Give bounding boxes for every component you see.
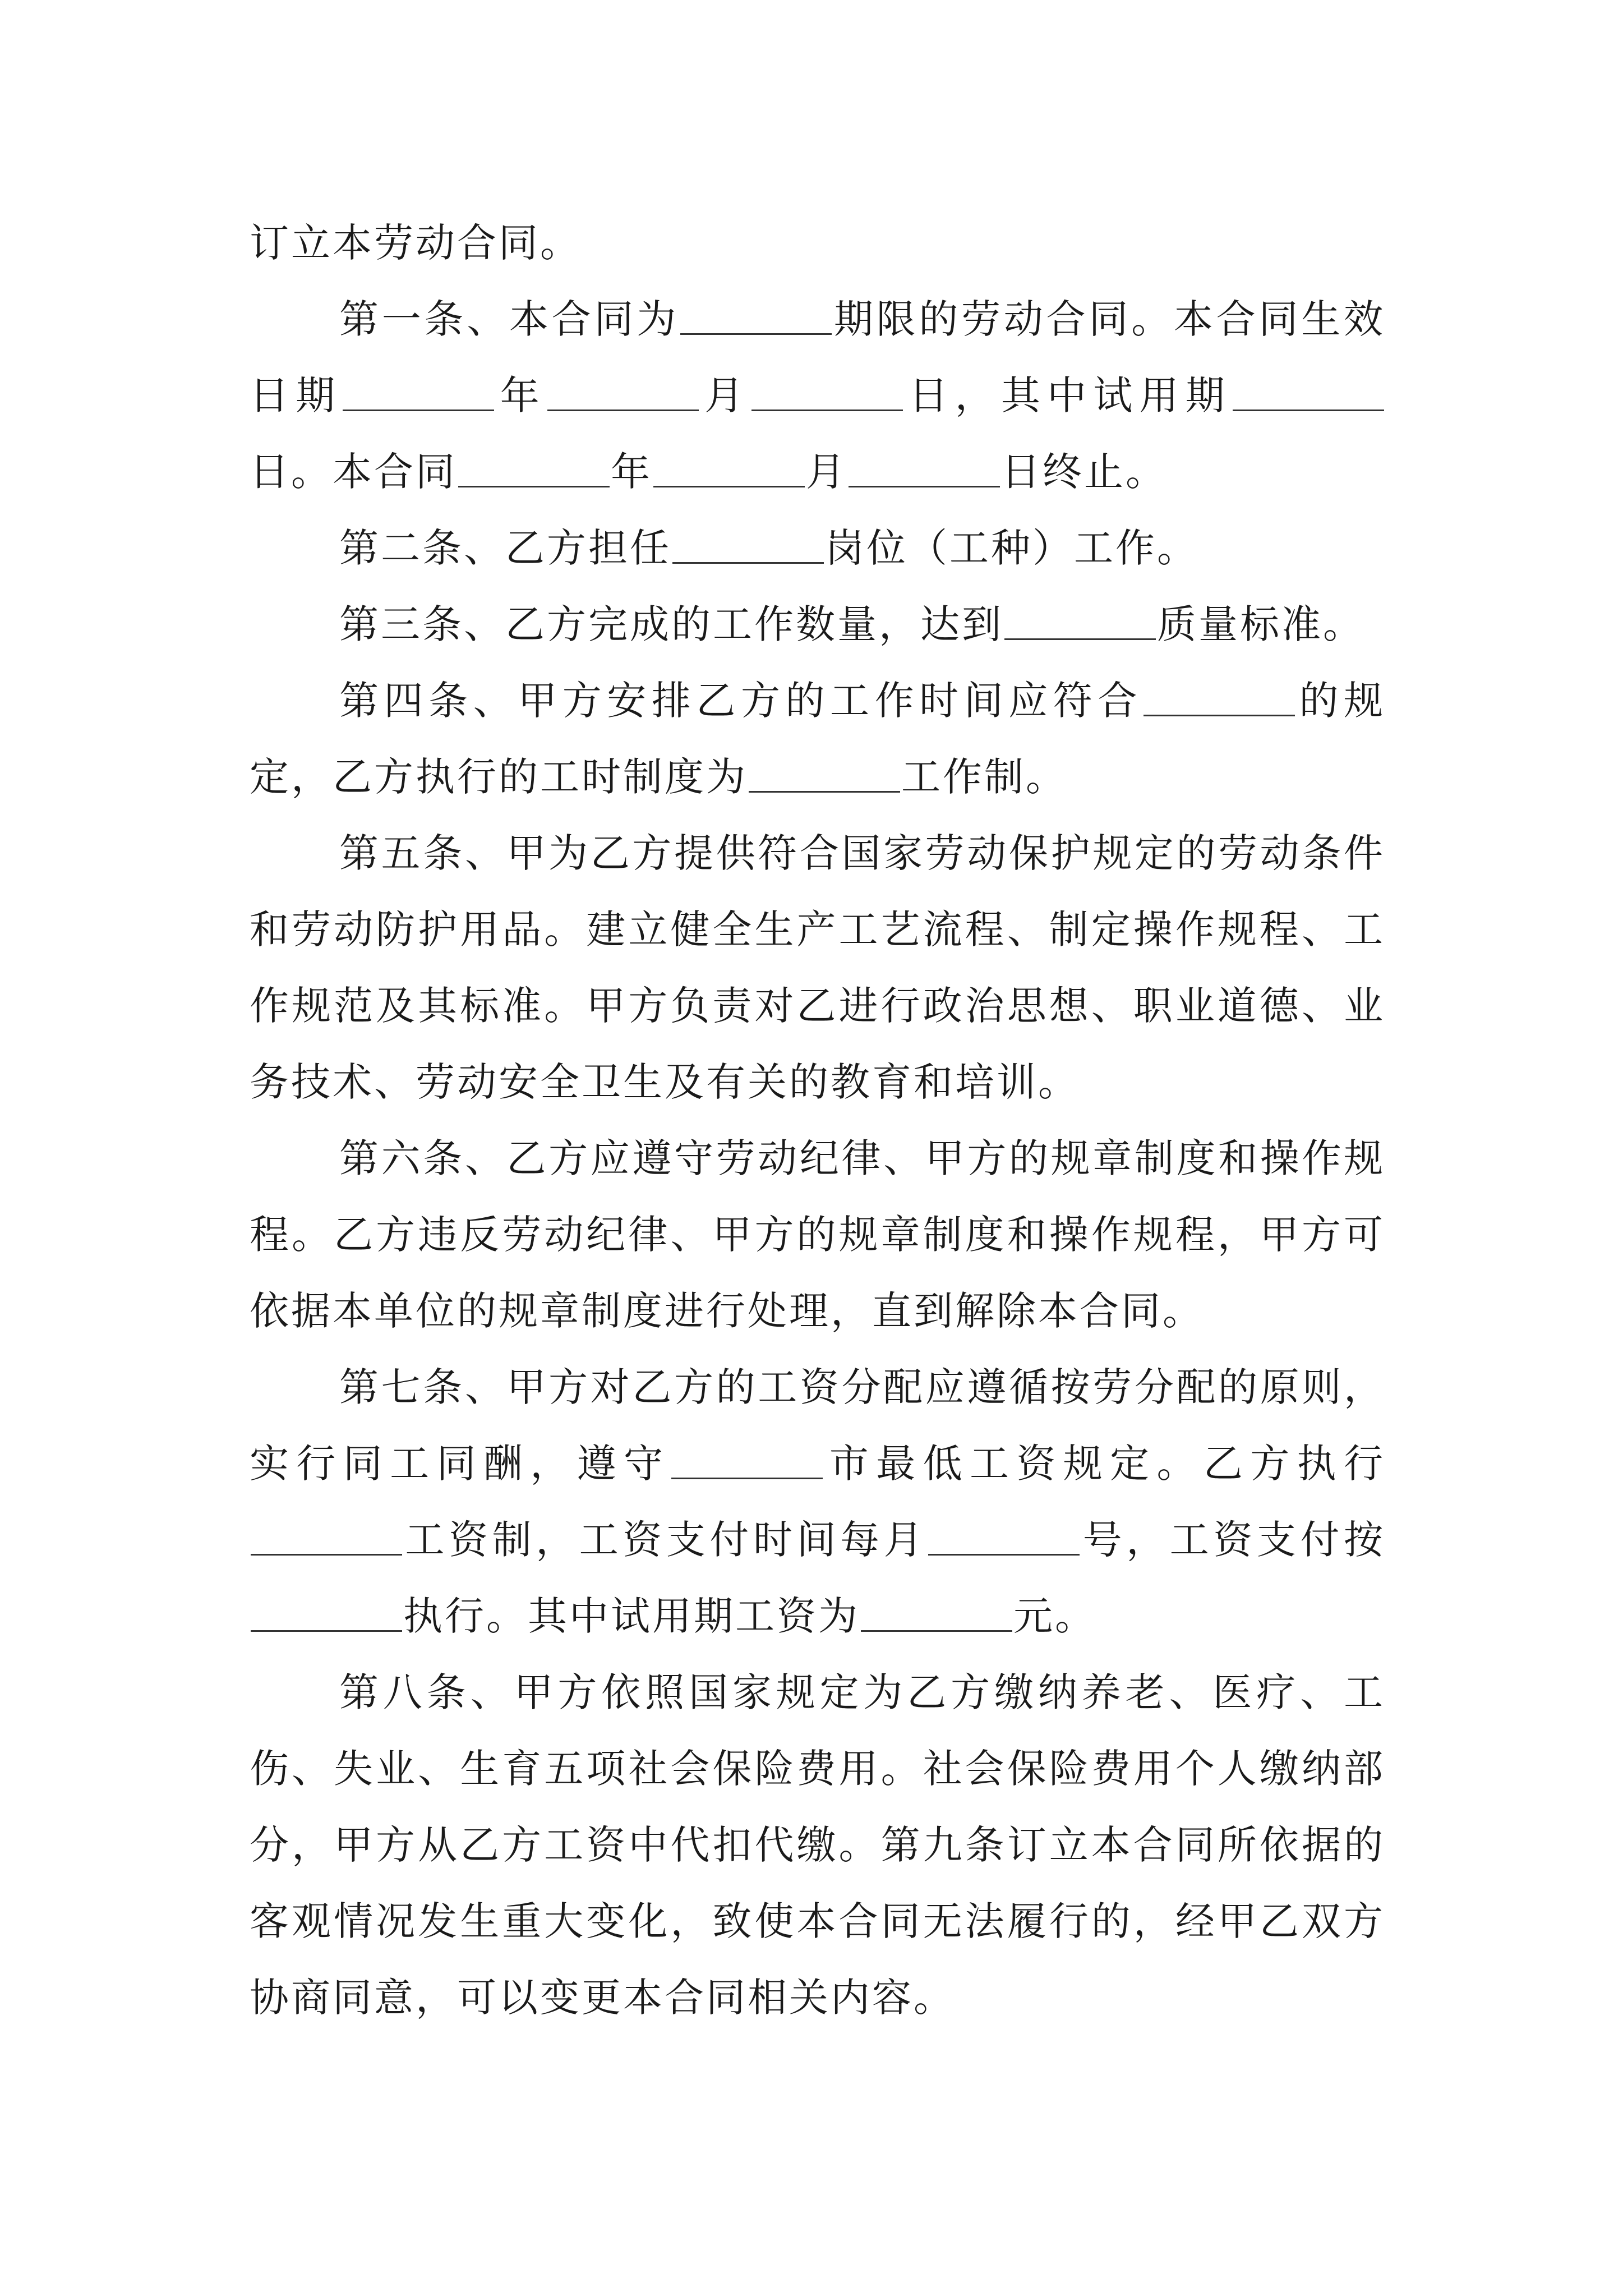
article-5 xyxy=(250,815,1385,1120)
blank-end-month[interactable] xyxy=(653,447,805,487)
blank-contract-term[interactable] xyxy=(680,294,832,335)
article-8 xyxy=(250,1654,1385,2036)
article-4 xyxy=(250,662,1385,815)
article-4-text: 第四条、甲方安排乙方的工作时间应符合 xyxy=(339,678,1142,724)
intro-text: 订立本劳动合同。 xyxy=(250,220,582,266)
article-1 xyxy=(250,281,1385,510)
intro-paragraph xyxy=(250,205,1385,281)
article-4-text: 工作制。 xyxy=(901,754,1067,800)
article-7-text: 执行。其中试用期工资为 xyxy=(403,1593,860,1639)
article-1-text: 日，其中试用期 xyxy=(904,372,1232,418)
blank-quality-standard[interactable] xyxy=(1004,599,1156,640)
article-7-text: 号，工资支付按 xyxy=(1081,1517,1386,1563)
blank-pay-method[interactable] xyxy=(251,1591,402,1632)
article-8-text: 第八条、甲方依照国家规定为乙方缴纳养老、医疗、工伤、失业、生育五项社会保险费用。社会保险费用个人缴纳部分，甲方从乙方工资中代扣代缴。第九条订立本合同所依据的客观情况发生重大变化，致使本合同无法履行的，经甲乙双方协商同意，可以变更本合同相关内容。 xyxy=(250,1669,1385,2021)
article-1-text: 日终止。 xyxy=(1001,449,1167,495)
article-5-text: 第五条、甲为乙方提供符合国家劳动保护规定的劳动条件和劳动防护用品。建立健全生产工艺流程、制定操作规程、工作规范及其标准。甲方负责对乙进行政治思想、职业道德、业务技术、劳动安全卫生及有关的教育和培训。 xyxy=(250,830,1385,1105)
blank-effective-month[interactable] xyxy=(547,370,699,411)
blank-end-year[interactable] xyxy=(458,447,610,487)
blank-city[interactable] xyxy=(671,1438,823,1479)
article-6-text: 第六条、乙方应遵守劳动纪律、甲方的规章制度和操作规程。乙方违反劳动纪律、甲方的规章制度和操作规程，甲方可依据本单位的规章制度进行处理，直到解除本合同。 xyxy=(250,1135,1385,1334)
article-7-text: 市最低工资规定。乙方执行 xyxy=(824,1441,1386,1487)
article-2 xyxy=(250,510,1385,586)
article-1-text: 年 xyxy=(611,449,652,495)
blank-working-hours-system[interactable] xyxy=(749,752,900,793)
article-1-text: 年 xyxy=(495,372,546,418)
article-1-text: 期限的劳动合同。本合同生效日期 xyxy=(250,296,1386,418)
blank-end-day[interactable] xyxy=(849,447,1000,487)
article-1-text: 月 xyxy=(806,449,847,495)
blank-effective-year[interactable] xyxy=(343,370,494,411)
article-2-text: 第二条、乙方担任 xyxy=(339,525,671,571)
article-4-text: 的规定，乙方执行的工时制度为 xyxy=(250,678,1386,800)
article-6 xyxy=(250,1120,1385,1349)
blank-probation-days[interactable] xyxy=(1233,370,1384,411)
article-7-text: 第七条、甲方对乙方的工资分配应遵循按劳分配的原则，实行同工同酬，遵守 xyxy=(250,1364,1385,1487)
blank-working-time-rule[interactable] xyxy=(1144,675,1295,716)
blank-wage-system[interactable] xyxy=(251,1515,402,1556)
article-3-text: 质量标准。 xyxy=(1157,601,1364,647)
article-3-text: 第三条、乙方完成的工作数量，达到 xyxy=(339,601,1003,647)
article-1-text: 月 xyxy=(699,372,751,418)
article-7-text: 元。 xyxy=(1013,1593,1096,1639)
article-2-text: 岗位（工种）工作。 xyxy=(825,525,1198,571)
blank-position[interactable] xyxy=(672,523,824,564)
contract-body xyxy=(250,205,1385,2036)
blank-pay-day[interactable] xyxy=(928,1515,1080,1556)
article-1-text: 第一条、本合同为 xyxy=(339,296,680,342)
article-1-text: 日。本合同 xyxy=(250,449,457,495)
blank-effective-day[interactable] xyxy=(751,370,903,411)
article-7-text: 工资制，工资支付时间每月 xyxy=(403,1517,928,1563)
article-7 xyxy=(250,1349,1385,1654)
blank-probation-wage[interactable] xyxy=(861,1591,1012,1632)
article-3 xyxy=(250,586,1385,662)
